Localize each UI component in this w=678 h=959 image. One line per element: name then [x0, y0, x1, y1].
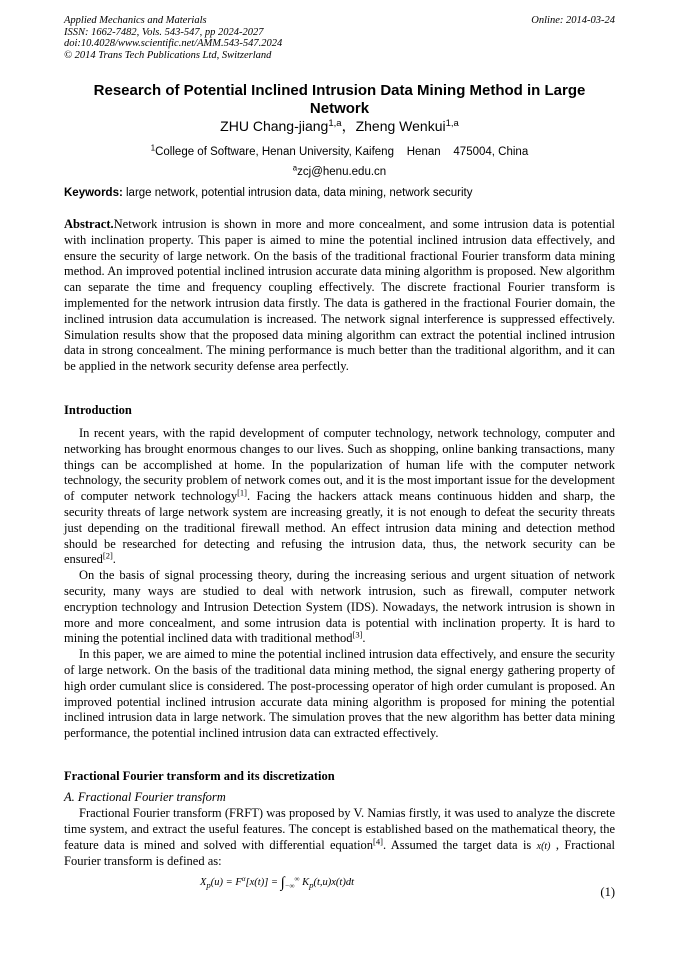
intro-p1-text-c: . [112, 552, 116, 567]
author-separator: ， [341, 118, 356, 134]
email-line [64, 165, 615, 180]
abstract [64, 217, 615, 375]
abstract-text: Network intrusion is shown in more and more concealment, and some intrusion data is potential with inclination property. This paper is aimed to mine the potential inclined intrusion data effectively, and ensure the security of large network. On the basis of the traditional fractional Fourier transform data mining method. An improved potential inclined intrusion accurate data mining algorithm is proposed. New algorithm can separate the time and frequency coupling effectively. The discrete fractional Fourier transform is implemented for the network intrusion data firstly. The data is gathered in the fractional Fourier domain, the inclined intrusion data accumulation is increased. The network signal interference is suppressed effectively. Simulation results show that the proposed data mining algorithm can extract the potential inclined intrusion data in strong concealment. The mining performance is much better than the traditional algorithm, and it can be applied in the network security defense area perfectly. [64, 217, 615, 374]
frft-text-c: , Fractional Fourier transform is defined as: [64, 837, 615, 869]
equation-number: (1) [600, 885, 615, 899]
citation-4: [4] [373, 835, 383, 846]
author-2-affil-mark: 1,a [445, 117, 459, 129]
eq-sup-alpha: α [241, 875, 246, 884]
equation-1 [200, 876, 354, 893]
eq-lhs: X [200, 877, 207, 888]
author-1-affil-mark: 1,a [328, 117, 342, 129]
journal-header [64, 15, 615, 61]
intro-p1-text-b: . Facing the hackers attack means continuous hidden and sharp, the security threats of large network system are increasing greatly, it is not enough to defeat the security threats just depending on the traditional firewall method. An effect intrusion data mining and detection method should be researched for detecting and refusing the intrusion data, thus, the network security can be ensured [64, 489, 615, 567]
introduction-heading: Introduction [64, 403, 132, 417]
copyright-line: © 2014 Trans Tech Publications Ltd, Switzerland [64, 49, 272, 61]
frft-text-a: Fractional Fourier transform (FRFT) was proposed by V. Namias firstly, it was used to analyze the discrete time system, and extract the useful features. The concept is established based on the mathematical theory, the feature data is mined and solved with differential equation [64, 806, 615, 852]
online-date: Online: 2014-03-24 [531, 15, 615, 26]
abstract-label: Abstract. [64, 217, 114, 231]
intro-paragraph-2 [64, 568, 615, 647]
eq-rest: (t,u)x(t)dt [313, 877, 355, 888]
frft-section-heading: Fractional Fourier transform and its discretization [64, 769, 335, 783]
issn-line: ISSN: 1662-7482, Vols. 543-547, pp 2024-2027 [64, 26, 264, 38]
frft-text-b: . Assumed the target data is [382, 837, 537, 852]
affiliation-mark: 1 [150, 143, 156, 153]
variable-xt: x(t) [536, 840, 551, 852]
integral-symbol: ∫ [280, 875, 285, 891]
intro-p2-text-a: On the basis of signal processing theory, during the increasing serious and urgent situation of network security, many ways are studied to deal with network intrusion, such as firewall, computer network encryption technology and Intrusion Detection System (IDS). Nowadays, the network intrusion is shown in more and more concealment, and some intrusion data is potential with inclination property. It is hard to mining the potential inclined data with traditional method [64, 568, 615, 646]
author-2: Zheng Wenkui [355, 118, 446, 134]
eq-int-lower: −∞ [284, 882, 295, 891]
frft-paragraph [64, 806, 615, 870]
eq-int-upper: ∞ [294, 875, 300, 884]
keywords-label: Keywords: [64, 187, 123, 199]
eq-sub-p: p [206, 880, 211, 891]
eq-kernel-sub: p [309, 880, 314, 891]
intro-p2-text-b: . [362, 631, 366, 646]
author-line [64, 117, 615, 135]
paper-title: Research of Potential Inclined Intrusion Data Mining Method in Large Network [93, 82, 586, 117]
email-address: zcj@henu.edu.cn [297, 166, 387, 178]
keywords-text: large network, potential intrusion data, data mining, network security [126, 187, 473, 199]
affiliation-text: College of Software, Henan University, Kaifeng Henan 475004, China [155, 146, 529, 158]
affiliation [64, 145, 615, 160]
doi-line: doi:10.4028/www.scientific.net/AMM.543-547.2024 [64, 38, 283, 50]
intro-p1-text-a: In recent years, with the rapid development of computer technology, network technology, computer and networking has brought enormous changes to our lives. Such as shopping, online banking transactions, many things can be accomplished at home. In the popularization of human life with the computer network technology, the security problem of network comes out, and it is the most important issue for the development of computer network technology [64, 426, 615, 504]
author-1: ZHU Chang-jiang [220, 118, 329, 134]
citation-2: [2] [102, 550, 113, 561]
eq-mid: [x(t)] = [245, 877, 281, 888]
journal-name: Applied Mechanics and Materials [64, 15, 207, 26]
frft-body [64, 806, 615, 870]
eq-kernel: K [302, 877, 310, 888]
eq-arg-u: (u) = F [210, 877, 242, 888]
introduction-body [64, 426, 615, 742]
intro-paragraph-3: In this paper, we are aimed to mine the potential inclined intrusion data effectively, and ensure the security of large network. On the basis of the traditional data mining method, the signal energy gathering property of high order cumulant slice is considered. The post-processing operator of high order cumulant is proposed. An improved potential inclined intrusion accurate data mining algorithm is proposed for mining the potential inclined intrusion data in large network. The simulation proves that the new algorithm has better data mining performance, the potential inclined intrusion data can extracted effectively. [64, 647, 615, 741]
frft-subheading: A. Fractional Fourier transform [64, 790, 226, 804]
email-mark: a [292, 163, 298, 173]
citation-3: [3] [352, 629, 363, 640]
citation-1: [1] [237, 487, 248, 498]
keywords [64, 186, 615, 201]
intro-paragraph-1 [64, 426, 615, 568]
